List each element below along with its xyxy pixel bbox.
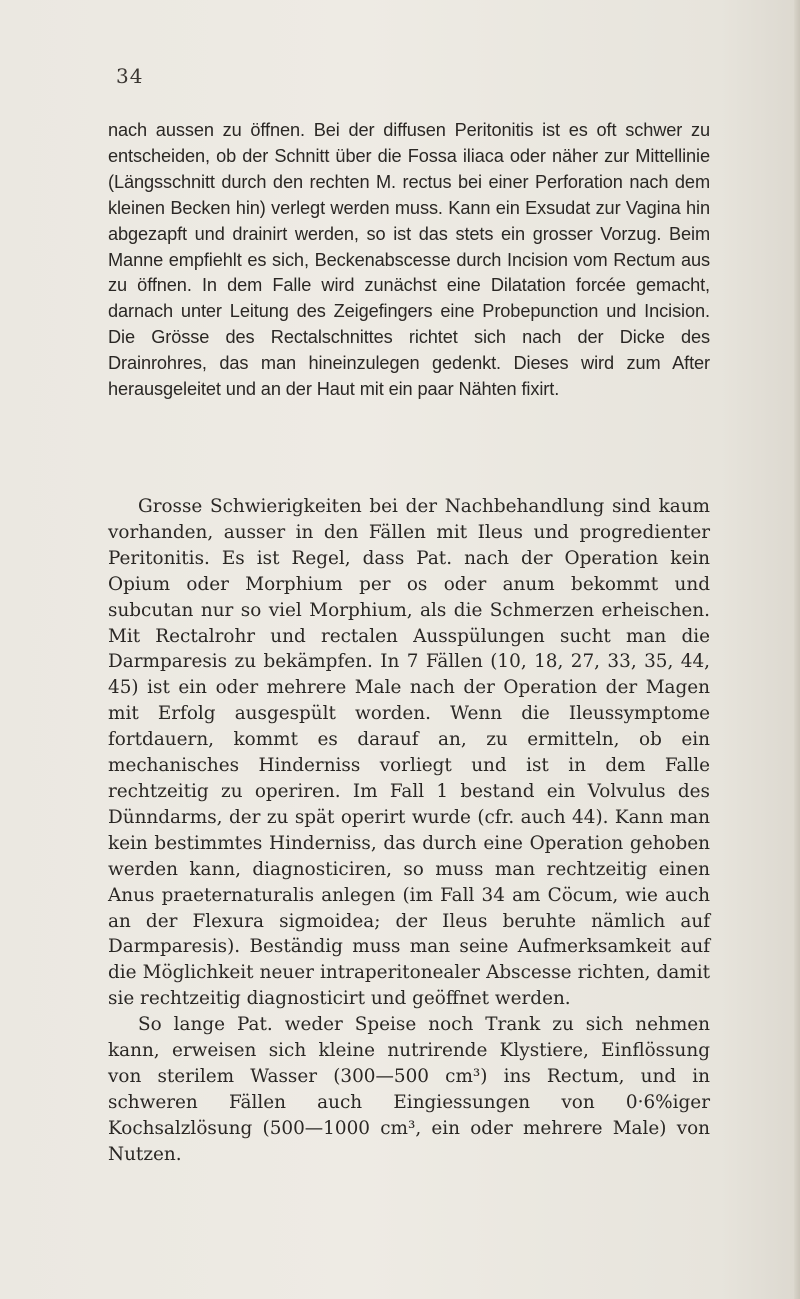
text-block-lower xyxy=(108,494,710,1168)
paragraph-drainage: nach aussen zu öffnen. Bei der diffusen Peritonitis ist es oft schwer zu entscheiden, ob der Schnitt über die Fossa iliaca oder näher zur Mittellinie (Längsschnitt durch den rechten M. rectus bei einer Perforation nach dem kleinen Becken hin) verlegt werden muss. Kann ein Exsudat zur Vagina hin abgezapft und drainirt werden, so ist das stets ein grosser Vorzug. Beim Manne empfiehlt es sich, Beckenabscesse durch Incision vom Rectum aus zu öffnen. In dem Falle wird zunächst eine Dilatation forcée gemacht, darnach unter Leitung des Zeigefingers eine Probepunction und Incision. Die Grösse des Rectalschnittes richtet sich nach der Dicke des Drainrohres, das man hineinzulegen gedenkt. Dieses wird zum After herausgeleitet und an der Haut mit ein paar Nähten fixirt. xyxy=(108,120,710,400)
page-number: 34 xyxy=(116,64,144,88)
paragraph-nutrition: So lange Pat. weder Speise noch Trank zu sich nehmen kann, erweisen sich kleine nutrirende Klystiere, Einflössung von sterilem Wasser (300—500 cm³) ins Rectum, und in schweren Fällen auch Eingiessungen von 0·6%iger Kochsalzlösung (500—1000 cm³, ein oder mehrere Male) von Nutzen. xyxy=(108,1014,710,1165)
page-edge-shadow xyxy=(794,0,800,1299)
text-block-upper xyxy=(108,118,710,403)
paragraph-aftercare: Grosse Schwierigkeiten bei der Nachbehandlung sind kaum vorhanden, ausser in den Fällen mit Ileus und progredienter Peritonitis. Es ist Regel, dass Pat. nach der Operation kein Opium oder Morphium per os oder anum bekommt und subcutan nur so viel Morphium, als die Schmerzen erheischen. Mit Rectalrohr und rectalen Ausspülungen sucht man die Darmparesis zu bekämpfen. In 7 Fällen (10, 18, 27, 33, 35, 44, 45) ist ein oder mehrere Male nach der Operation der Magen mit Erfolg ausgespült worden. Wenn die Ileussymptome fortdauern, kommt es darauf an, zu ermitteln, ob ein mechanisches Hinderniss vorliegt und ist in dem Falle rechtzeitig zu operiren. Im Fall 1 bestand ein Volvulus des Dünndarms, der zu spät operirt wurde (cfr. auch 44). Kann man kein bestimmtes Hinderniss, das durch eine Operation gehoben werden kann, diagnosticiren, so muss man rechtzeitig einen Anus praeternaturalis anlegen (im Fall 34 am Cöcum, wie auch an der Flexura sigmoidea; der Ileus beruhte nämlich auf Darmparesis). Beständig muss man seine Aufmerksamkeit auf die Möglichkeit neuer intraperitonealer Abscesse richten, damit sie rechtzeitig diagnosticirt und geöffnet werden. xyxy=(108,496,710,1010)
